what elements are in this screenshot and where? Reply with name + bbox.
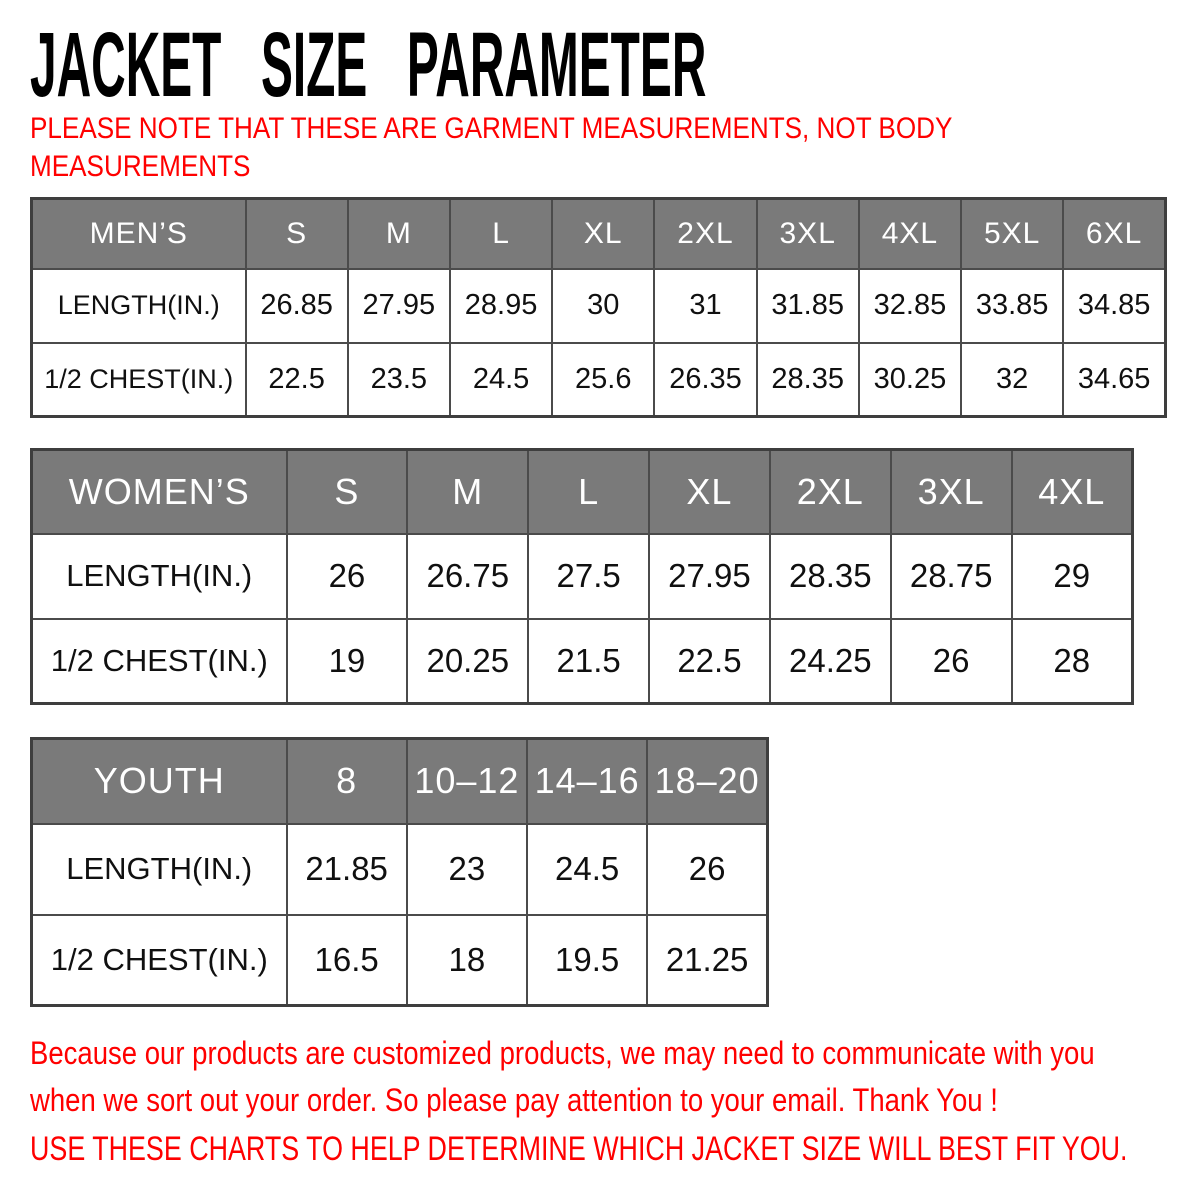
page-title: JACKET SIZE PARAMETER (30, 14, 707, 116)
youth-table-title: YOUTH (32, 739, 287, 824)
value-cell: 22.5 (246, 343, 348, 417)
value-cell: 27.95 (348, 269, 450, 343)
youth-length-row (32, 824, 768, 915)
value-cell: 30 (552, 269, 654, 343)
womens-chest-row (32, 619, 1133, 704)
size-col-header: 2XL (654, 199, 756, 269)
size-col-header: L (528, 450, 649, 534)
value-cell: 26.75 (407, 534, 528, 619)
size-col-header: S (287, 450, 408, 534)
row-label-chest: 1/2 CHEST(IN.) (32, 343, 246, 417)
value-cell: 23.5 (348, 343, 450, 417)
size-col-header: L (450, 199, 552, 269)
value-cell: 31.85 (757, 269, 859, 343)
customization-notice (30, 1030, 1095, 1124)
womens-size-table (30, 448, 1134, 705)
chart-usage-note: USE THESE CHARTS TO HELP DETERMINE WHICH JACKET SIZE WILL BEST FIT YOU. (30, 1130, 1128, 1168)
mens-chest-row (32, 343, 1166, 417)
size-col-header: M (348, 199, 450, 269)
value-cell: 29 (1012, 534, 1133, 619)
size-col-header: 4XL (1012, 450, 1133, 534)
row-label-length: LENGTH(IN.) (32, 269, 246, 343)
womens-length-row (32, 534, 1133, 619)
value-cell: 16.5 (287, 915, 407, 1006)
row-label-length: LENGTH(IN.) (32, 824, 287, 915)
row-label-chest: 1/2 CHEST(IN.) (32, 619, 287, 704)
value-cell: 28.35 (757, 343, 859, 417)
value-cell: 21.85 (287, 824, 407, 915)
value-cell: 22.5 (649, 619, 770, 704)
note-line-1: PLEASE NOTE THAT THESE ARE GARMENT MEASUREMENTS, NOT BODY (30, 112, 953, 145)
value-cell: 30.25 (859, 343, 961, 417)
size-col-header: 14–16 (527, 739, 647, 824)
size-col-header: 4XL (859, 199, 961, 269)
value-cell: 21.25 (647, 915, 767, 1006)
value-cell: 26 (647, 824, 767, 915)
value-cell: 34.85 (1063, 269, 1165, 343)
notice-line-2: when we sort out your order. So please pay attention to your email. Thank You ! (30, 1082, 998, 1118)
value-cell: 24.25 (770, 619, 891, 704)
value-cell: 20.25 (407, 619, 528, 704)
value-cell: 19 (287, 619, 408, 704)
garment-measurement-note (30, 110, 952, 186)
value-cell: 18 (407, 915, 527, 1006)
youth-size-table (30, 737, 769, 1007)
value-cell: 28 (1012, 619, 1133, 704)
value-cell: 27.5 (528, 534, 649, 619)
youth-chest-row (32, 915, 768, 1006)
mens-length-row (32, 269, 1166, 343)
value-cell: 26.35 (654, 343, 756, 417)
value-cell: 23 (407, 824, 527, 915)
size-col-header: S (246, 199, 348, 269)
value-cell: 26 (287, 534, 408, 619)
size-col-header: 6XL (1063, 199, 1165, 269)
note-line-2: MEASUREMENTS (30, 150, 251, 183)
value-cell: 28.75 (891, 534, 1012, 619)
value-cell: 33.85 (961, 269, 1063, 343)
womens-table-title: WOMEN’S (32, 450, 287, 534)
size-col-header: 3XL (891, 450, 1012, 534)
value-cell: 24.5 (450, 343, 552, 417)
size-col-header: 10–12 (407, 739, 527, 824)
size-col-header: M (407, 450, 528, 534)
size-col-header: 2XL (770, 450, 891, 534)
size-col-header: 3XL (757, 199, 859, 269)
mens-size-table (30, 197, 1167, 418)
value-cell: 34.65 (1063, 343, 1165, 417)
value-cell: 26 (891, 619, 1012, 704)
value-cell: 32 (961, 343, 1063, 417)
womens-header-row (32, 450, 1133, 534)
mens-table-title: MEN’S (32, 199, 246, 269)
value-cell: 27.95 (649, 534, 770, 619)
value-cell: 32.85 (859, 269, 961, 343)
row-label-chest: 1/2 CHEST(IN.) (32, 915, 287, 1006)
value-cell: 31 (654, 269, 756, 343)
size-col-header: 8 (287, 739, 407, 824)
size-col-header: 18–20 (647, 739, 767, 824)
notice-line-1: Because our products are customized products, we may need to communicate with you (30, 1035, 1095, 1071)
mens-header-row (32, 199, 1166, 269)
size-col-header: XL (552, 199, 654, 269)
value-cell: 24.5 (527, 824, 647, 915)
row-label-length: LENGTH(IN.) (32, 534, 287, 619)
value-cell: 26.85 (246, 269, 348, 343)
size-col-header: XL (649, 450, 770, 534)
youth-header-row (32, 739, 768, 824)
value-cell: 25.6 (552, 343, 654, 417)
value-cell: 28.95 (450, 269, 552, 343)
value-cell: 28.35 (770, 534, 891, 619)
value-cell: 19.5 (527, 915, 647, 1006)
size-col-header: 5XL (961, 199, 1063, 269)
value-cell: 21.5 (528, 619, 649, 704)
